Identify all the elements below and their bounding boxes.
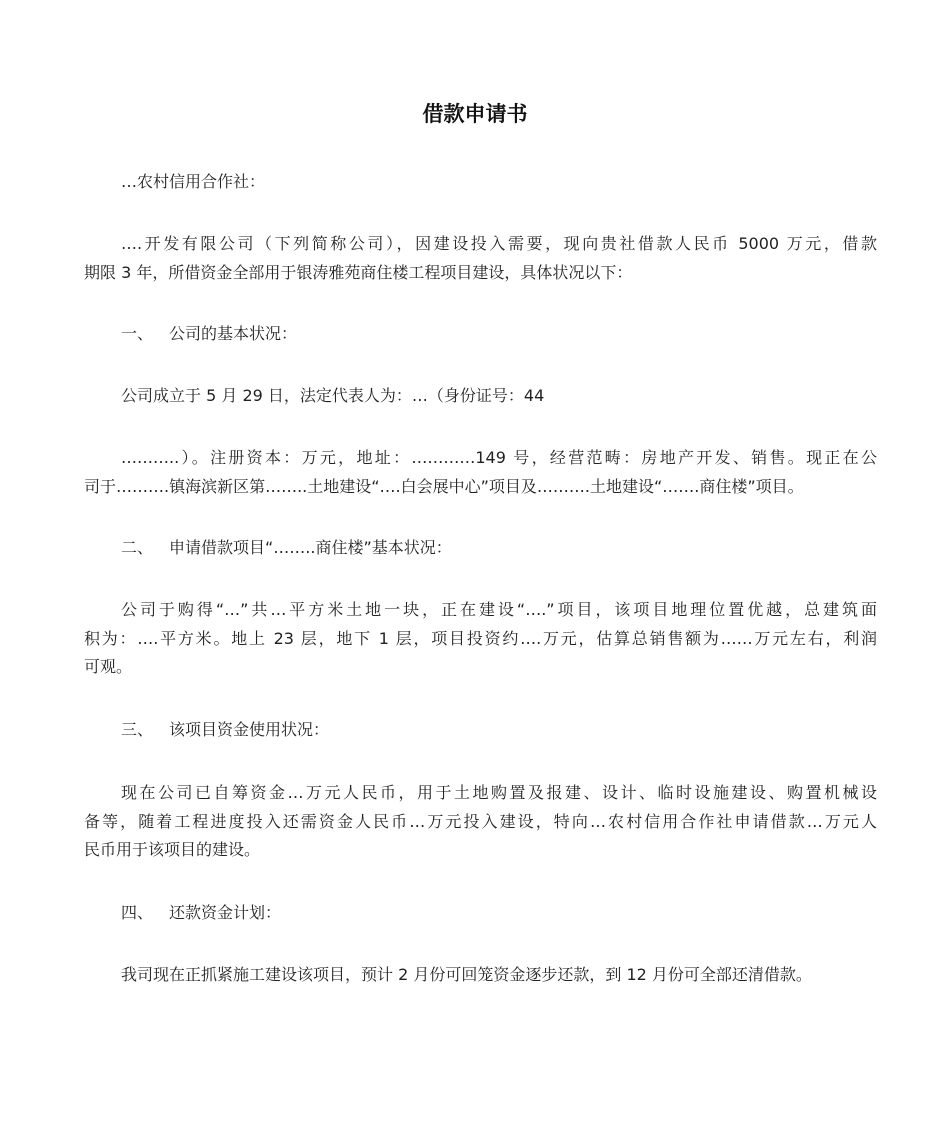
section-1-para2-line-1: ………..）。注册资本：万元，地址：…………149 号，经营范畴：房地产开发、销售。现正在公 — [121, 448, 877, 467]
section-1-number: 一、 — [121, 324, 154, 343]
section-2-para-line-1: 公司于购得“…”共…平方米土地一块，正在建设“….”项目，该项目地理位置优越，总建筑面 — [121, 600, 877, 619]
section-4-title: 还款资金计划： — [169, 903, 282, 922]
document-title: 借款申请书 — [422, 102, 528, 126]
section-4-heading — [84, 899, 884, 928]
section-2-para-line-3: 可观。 — [84, 657, 133, 676]
intro-line-2: 期限 3 年，所借资金全部用于银涛雅苑商住楼工程项目建设，具体状况以下： — [84, 262, 633, 282]
section-4-number: 四、 — [121, 903, 154, 922]
section-3-para-line-3: 民币用于该项目的建设。 — [84, 840, 261, 859]
section-1-paragraph-2 — [84, 444, 884, 501]
section-4-paragraph — [84, 961, 884, 990]
section-2-para-line-2: 积为：….平方米。地上 23 层，地下 1 层，项目投资约….万元，估算总销售额为……万元左右，利润 — [84, 628, 877, 648]
section-3-para-line-2: 备等，随着工程进度投入还需资金人民币…万元投入建设，特向…农村信用合作社申请借款…万元人 — [84, 811, 877, 831]
salutation-text: …农村信用合作社： — [121, 172, 266, 191]
section-2-heading — [84, 534, 884, 563]
section-3-heading — [84, 716, 884, 745]
section-3-number: 三、 — [121, 720, 154, 739]
section-2-title: 申请借款项目“……..商住楼”基本状况： — [169, 538, 452, 557]
intro-paragraph — [84, 230, 884, 287]
section-1-title: 公司的基本状况： — [169, 324, 298, 343]
intro-line-1: ….开发有限公司（下列简称公司），因建设投入需要，现向贵社借款人民币 5000 万元，借款 — [121, 234, 877, 253]
section-2-paragraph — [84, 596, 884, 682]
section-1-para1-text: 公司成立于 5 月 29 日，法定代表人为：…（身份证号：44 — [121, 386, 545, 405]
section-1-para2-line-2: 司于……….镇海滨新区第……..土地建设“….白会展中心”项目及……….土地建设“…….商住楼”项目。 — [84, 476, 804, 496]
section-4-para-text: 我司现在正抓紧施工建设该项目，预计 2 月份可回笼资金逐步还款，到 12 月份可全部还清借款。 — [121, 965, 812, 984]
section-3-para-line-1: 现在公司已自筹资金…万元人民币，用于土地购置及报建、设计、临时设施建设、购置机械设 — [121, 783, 877, 802]
section-1-paragraph-1 — [84, 382, 884, 411]
salutation — [84, 168, 884, 197]
section-3-title: 该项目资金使用状况： — [169, 720, 330, 739]
section-2-number: 二、 — [121, 538, 154, 557]
section-1-heading — [84, 320, 884, 349]
section-3-paragraph — [84, 779, 884, 865]
